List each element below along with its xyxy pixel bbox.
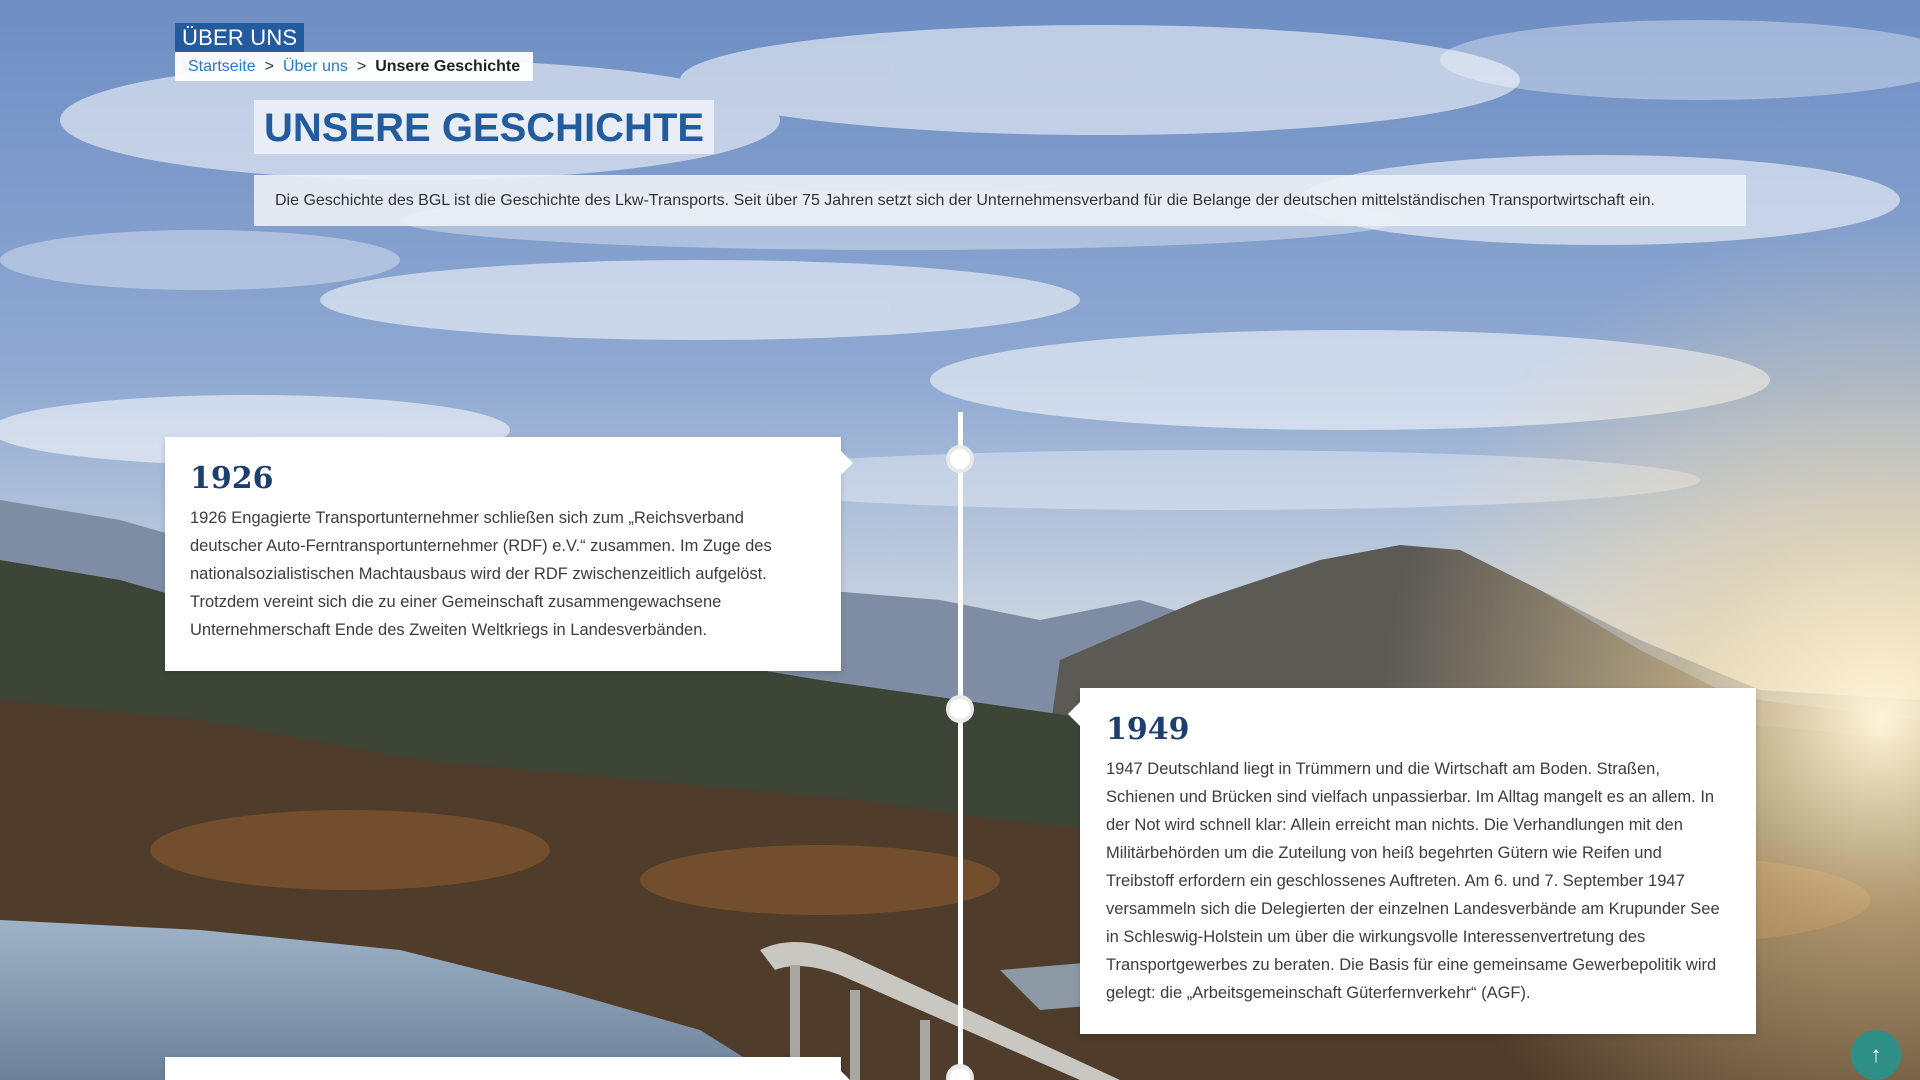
timeline-year: 1926: [190, 461, 274, 496]
breadcrumb-separator: >: [356, 57, 367, 75]
page-intro: Die Geschichte des BGL ist die Geschichte des Lkw-Transports. Seit über 75 Jahren setzt sich der Unternehmensverband für die Belange der deutschen mittelständischen Transportwirtschaft ein.: [254, 175, 1746, 226]
timeline-card: [165, 1057, 841, 1080]
timeline-card: [1080, 688, 1756, 1034]
breadcrumb: [175, 52, 533, 81]
timeline-dot: [946, 445, 974, 473]
breadcrumb-current: Unsere Geschichte: [375, 57, 521, 75]
section-label: ÜBER UNS: [175, 23, 304, 52]
breadcrumb-home-link[interactable]: Startseite: [188, 57, 256, 75]
timeline-text: 1947 Deutschland liegt in Trümmern und die Wirtschaft am Boden. Straßen, Schienen und Brücken sind vielfach unpassierbar. Im Alltag mangelt es an allem. In der Not wird schnell klar: Allein erreicht man nichts. Die Verhandlungen mit den Militärbehörden um die Zuteilung von heiß begehrten Gütern wie Reifen und Treibstoff erfordern ein geschlossenes Auftreten. Am 6. und 7. September 1947 versammeln sich die Delegierten der einzelnen Landesverbände am Krupunder See in Schleswig-Holstein um über die wirkungsvolle Interessenvertretung des Transportgewerbes zu beraten. Die Basis für eine gemeinsame Gewerbepolitik wird gelegt: die „Arbeitsgemeinschaft Güterfernverkehr“ (AGF).: [1106, 760, 1720, 1002]
scroll-to-top-button[interactable]: [1851, 1030, 1901, 1080]
breadcrumb-parent-link[interactable]: Über uns: [282, 57, 348, 75]
timeline-dot: [946, 695, 974, 723]
timeline-card: [165, 437, 841, 671]
timeline-year: 1949: [1106, 712, 1190, 747]
timeline-line: [958, 412, 963, 1080]
timeline-text: 1926 Engagierte Transportunternehmer schließen sich zum „Reichsverband deutscher Auto-Ferntransportunternehmer (RDF) e.V.“ zusammen. Im Zuge des nationalsozialistischen Machtausbaus wird der RDF zwischenzeitlich aufgelöst. Trotzdem vereint sich die zu einer Gemeinschaft zusammengewachsene Unternehmerschaft Ende des Zweiten Weltkriegs in Landesverbänden.: [190, 509, 772, 639]
breadcrumb-separator: >: [264, 57, 274, 75]
page-title: UNSERE GESCHICHTE: [254, 100, 714, 154]
arrow-up-icon: ↑: [1870, 1042, 1882, 1067]
